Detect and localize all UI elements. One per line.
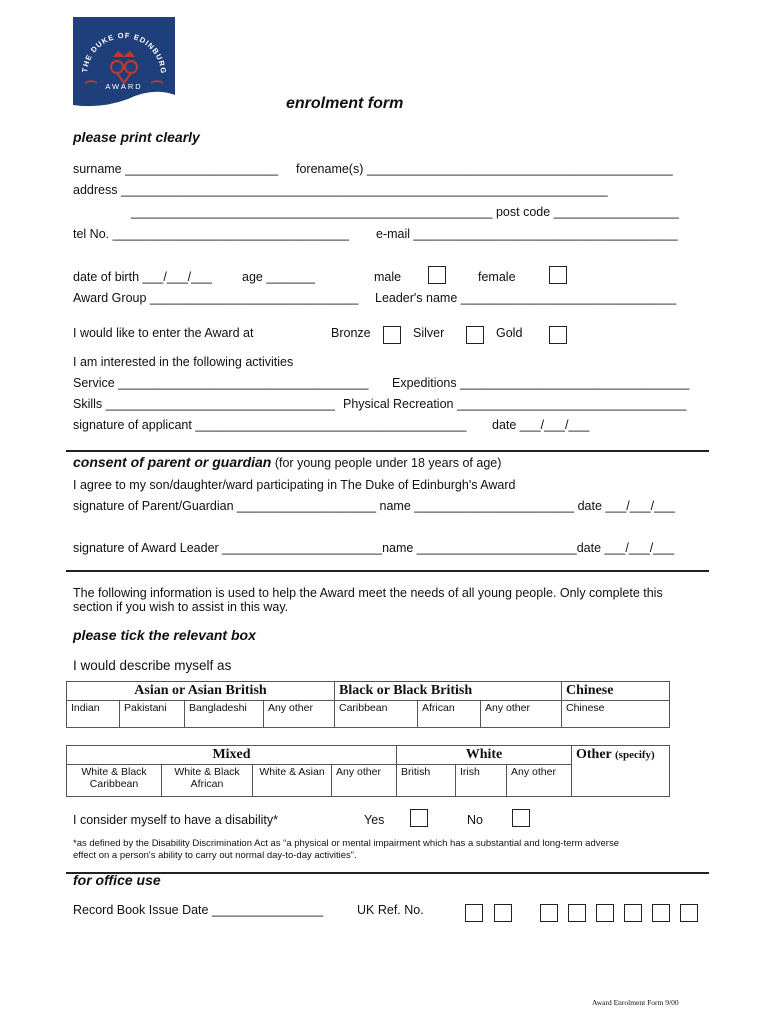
tel-field[interactable]: tel No. __________________________________ xyxy=(73,227,349,241)
yes-label: Yes xyxy=(364,813,385,827)
tick-cell-white-other[interactable]: Any other xyxy=(507,765,572,797)
uk-ref-box[interactable] xyxy=(652,904,670,922)
tick-cell-bangladeshi[interactable]: Bangladeshi xyxy=(185,701,264,728)
male-checkbox[interactable] xyxy=(428,266,446,284)
mixed-header: Mixed xyxy=(67,746,397,765)
uk-ref-box[interactable] xyxy=(624,904,642,922)
consent-note: (for young people under 18 years of age) xyxy=(274,456,502,470)
tick-cell-chinese[interactable]: Chinese xyxy=(562,701,670,728)
uk-ref-box[interactable] xyxy=(494,904,512,922)
logo-award-text: AWARD xyxy=(105,82,143,91)
gold-checkbox[interactable] xyxy=(549,326,567,344)
other-title: Other xyxy=(576,747,612,762)
leader-signature-field[interactable]: signature of Award Leader _______________________name _______________________date ___/___/___ xyxy=(73,541,675,555)
no-label: No xyxy=(467,813,483,827)
silver-checkbox[interactable] xyxy=(466,326,484,344)
gold-label: Gold xyxy=(496,326,523,340)
service-field[interactable]: Service ____________________________________ xyxy=(73,376,369,390)
address-field[interactable]: address ______________________________________________________________________ xyxy=(73,183,608,197)
divider xyxy=(66,872,709,874)
tick-cell-caribbean[interactable]: Caribbean xyxy=(335,701,418,728)
male-label: male xyxy=(374,270,402,284)
print-clearly-heading: please print clearly xyxy=(73,129,200,145)
disability-note-line2: effect on a person's ability to carry out normal day-to-day activities”. xyxy=(73,850,357,861)
black-header: Black or Black British xyxy=(335,682,562,701)
applicant-date-field[interactable]: date ___/___/___ xyxy=(492,418,590,432)
female-checkbox[interactable] xyxy=(549,266,567,284)
bronze-label: Bronze xyxy=(331,326,371,340)
divider xyxy=(66,570,709,572)
tick-heading: please tick the relevant box xyxy=(73,627,256,643)
uk-ref-box[interactable] xyxy=(465,904,483,922)
consent-agree-text: I agree to my son/daughter/ward participating in The Duke of Edinburgh's Award xyxy=(73,478,516,492)
dob-field[interactable]: date of birth ___/___/___ xyxy=(73,270,213,284)
other-header[interactable] xyxy=(572,746,670,797)
tick-cell-british[interactable]: British xyxy=(397,765,456,797)
chinese-header: Chinese xyxy=(562,682,670,701)
female-label: female xyxy=(478,270,516,284)
tick-cell-asian-other[interactable]: Any other xyxy=(264,701,335,728)
expeditions-field[interactable]: Expeditions _________________________________ xyxy=(392,376,690,390)
award-logo xyxy=(73,17,175,109)
physical-recreation-field[interactable]: Physical Recreation _________________________________ xyxy=(343,397,687,411)
white-header: White xyxy=(397,746,572,765)
asian-header: Asian or Asian British xyxy=(67,682,335,701)
form-title: enrolment form xyxy=(286,95,404,112)
disability-no-checkbox[interactable] xyxy=(512,809,530,827)
tick-cell-irish[interactable]: Irish xyxy=(456,765,507,797)
surname-field[interactable]: surname ______________________ xyxy=(73,162,279,176)
bronze-checkbox[interactable] xyxy=(383,326,401,344)
disability-question: I consider myself to have a disability* xyxy=(73,813,278,827)
other-specify: (specify) xyxy=(615,749,655,761)
describe-label: I would describe myself as xyxy=(73,658,232,673)
tick-cell-african[interactable]: African xyxy=(418,701,481,728)
address-postcode-field[interactable]: ____________________________________________________ post code __________________ xyxy=(131,205,679,219)
info-text-line1: The following information is used to help the Award meet the needs of all young people. Only complete this xyxy=(73,586,663,600)
tick-cell-black-other[interactable]: Any other xyxy=(481,701,562,728)
tick-cell-pakistani[interactable]: Pakistani xyxy=(120,701,185,728)
divider xyxy=(66,450,709,452)
skills-field[interactable]: Skills _________________________________ xyxy=(73,397,336,411)
disability-note-line1: *as defined by the Disability Discrimination Act as “a physical or mental impairment which has a substantial and long-term adverse xyxy=(73,838,619,849)
parent-signature-field[interactable]: signature of Parent/Guardian ____________________ name _______________________ date ___/___/___ xyxy=(73,499,675,513)
interested-label: I am interested in the following activities xyxy=(73,355,294,369)
silver-label: Silver xyxy=(413,326,445,340)
uk-ref-box[interactable] xyxy=(568,904,586,922)
forename-field[interactable]: forename(s) ____________________________________________ xyxy=(296,162,673,176)
uk-ref-box[interactable] xyxy=(596,904,614,922)
uk-ref-box[interactable] xyxy=(540,904,558,922)
footer-text: Award Enrolment Form 9/00 xyxy=(592,998,679,1007)
record-book-field[interactable]: Record Book Issue Date ________________ xyxy=(73,903,324,917)
tick-cell-white-black-african[interactable]: White & Black African xyxy=(162,765,253,797)
award-group-field[interactable]: Award Group ______________________________ xyxy=(73,291,359,305)
uk-ref-label: UK Ref. No. xyxy=(357,903,424,917)
office-heading: for office use xyxy=(73,872,161,888)
disability-yes-checkbox[interactable] xyxy=(410,809,428,827)
applicant-signature-field[interactable]: signature of applicant _______________________________________ xyxy=(73,418,467,432)
uk-ref-box[interactable] xyxy=(680,904,698,922)
leader-name-field[interactable]: Leader's name _______________________________ xyxy=(375,291,677,305)
enter-award-label: I would like to enter the Award at xyxy=(73,326,254,340)
consent-title: consent of parent or guardian xyxy=(73,454,272,470)
tick-cell-mixed-other[interactable]: Any other xyxy=(332,765,397,797)
ethnicity-table-1 xyxy=(66,681,670,728)
info-text-line2: section if you wish to assist in this way. xyxy=(73,600,289,614)
ethnicity-table-2 xyxy=(66,745,670,797)
tick-cell-white-asian[interactable]: White & Asian xyxy=(253,765,332,797)
email-field[interactable]: e-mail ______________________________________ xyxy=(376,227,678,241)
age-field[interactable]: age _______ xyxy=(242,270,315,284)
consent-heading xyxy=(73,454,501,470)
svg-text:THE DUKE OF EDINBURGH'S: THE DUKE OF EDINBURG xyxy=(80,30,169,75)
tick-cell-indian[interactable]: Indian xyxy=(67,701,120,728)
tick-cell-white-black-caribbean[interactable]: White & Black Caribbean xyxy=(67,765,162,797)
